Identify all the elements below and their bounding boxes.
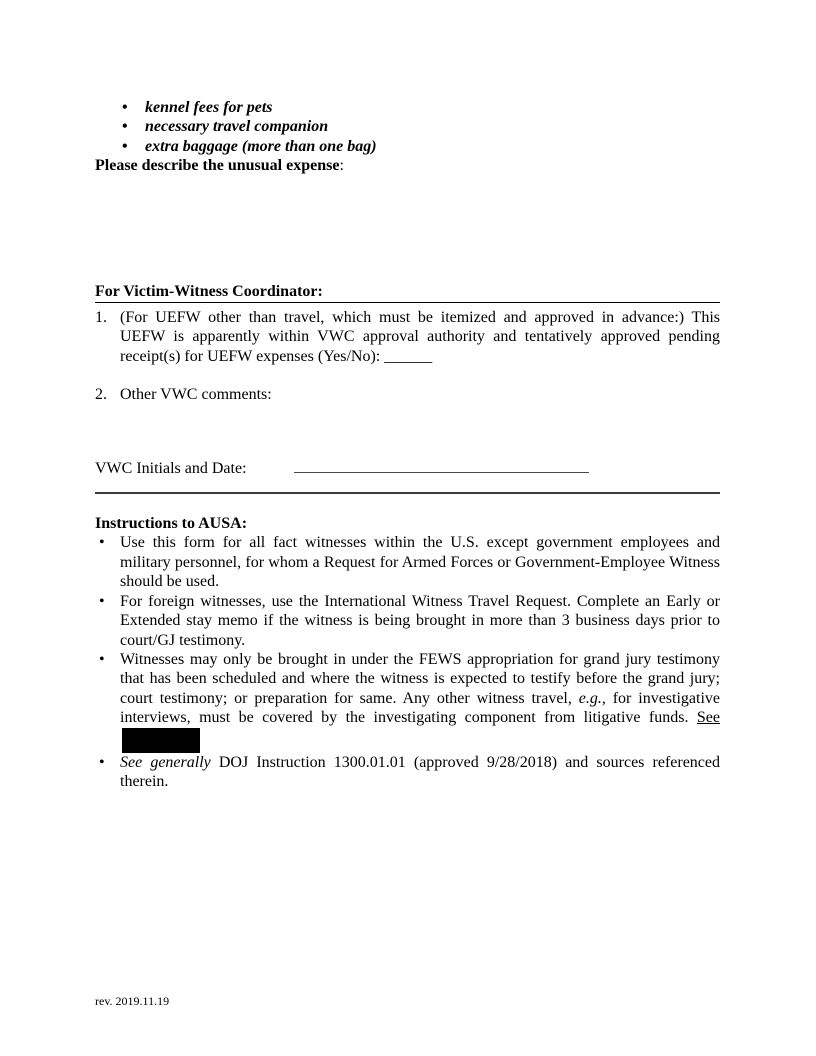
instruction-text: Use this form for all fact witnesses within the U.S. except government employees and military personnel, for whom a Request for Armed Forces or Government-Employee Witness should be used. xyxy=(120,534,720,591)
list-item xyxy=(95,117,720,136)
bullet-icon: • xyxy=(99,592,105,610)
instruction-item-4 xyxy=(95,753,720,792)
revision-footnote: rev. 2019.11.19 xyxy=(95,994,170,1008)
instruction-text: DOJ Instruction 1300.01.01 (approved 9/28/2018) and sources referenced therein. xyxy=(120,753,721,790)
unusual-expense-bullet-list xyxy=(95,98,720,156)
instruction-text: , for investigative interviews, must be covered by the investigating component from litigative funds. xyxy=(120,689,720,727)
vwc-initials-fill-line xyxy=(294,458,589,473)
bullet-icon: • xyxy=(99,650,105,668)
vwc-item-2 xyxy=(95,385,720,404)
section-divider-rule xyxy=(95,492,720,494)
bullet-icon: • xyxy=(122,99,128,116)
redaction-box xyxy=(122,728,200,753)
see-citation: See xyxy=(696,709,720,727)
page-content xyxy=(95,0,720,791)
bullet-icon: • xyxy=(99,753,105,771)
list-item xyxy=(95,137,720,156)
vwc-initials-label: VWC Initials and Date: xyxy=(95,459,247,477)
instruction-text: Witnesses may only be brought in under the FEWS appropriation for grand jury testimony that has been scheduled and where the witness is expected to testify before the grand jury; court testimony; or preparation for same. Any other witness travel, xyxy=(120,650,720,707)
instruction-text: For foreign witnesses, use the International Witness Travel Request. Complete an Early or Extended stay memo if the witness is being brought in more than 3 business days prior to court/GJ testimony. xyxy=(120,592,720,649)
bullet-text: kennel fees for pets xyxy=(145,99,273,116)
vwc-initials-row xyxy=(95,458,720,478)
instruction-item-2 xyxy=(95,592,720,650)
item-text: (For UEFW other than travel, which must be itemized and approved in advance:) This UEFW is apparently within VWC approval authority and tentatively approved pending receipt(s) for UEFW expenses (Yes/No): xyxy=(120,309,720,365)
describe-expense-prompt xyxy=(95,156,720,175)
instruction-item-3 xyxy=(95,650,720,753)
instruction-text-italic: e.g. xyxy=(578,689,602,707)
vwc-section-heading: For Victim-Witness Coordinator: xyxy=(95,282,720,303)
bullet-icon: • xyxy=(122,118,128,136)
bullet-icon: • xyxy=(99,534,105,552)
bullet-text: extra baggage (more than one bag) xyxy=(145,137,377,155)
prompt-colon: : xyxy=(339,157,344,175)
yes-no-blank: ______ xyxy=(384,347,433,365)
item-number: 2. xyxy=(95,386,107,404)
instruction-text-italic: See generally xyxy=(120,753,211,771)
vwc-item-1 xyxy=(95,308,720,366)
item-number: 1. xyxy=(95,309,107,327)
bullet-text: necessary travel companion xyxy=(145,118,329,136)
item-text: Other VWC comments: xyxy=(120,386,272,404)
list-item xyxy=(95,98,720,117)
instructions-heading: Instructions to AUSA: xyxy=(95,515,248,533)
prompt-label: Please describe the unusual expense xyxy=(95,157,340,175)
instruction-item-1 xyxy=(95,533,720,591)
bullet-icon: • xyxy=(122,137,128,155)
